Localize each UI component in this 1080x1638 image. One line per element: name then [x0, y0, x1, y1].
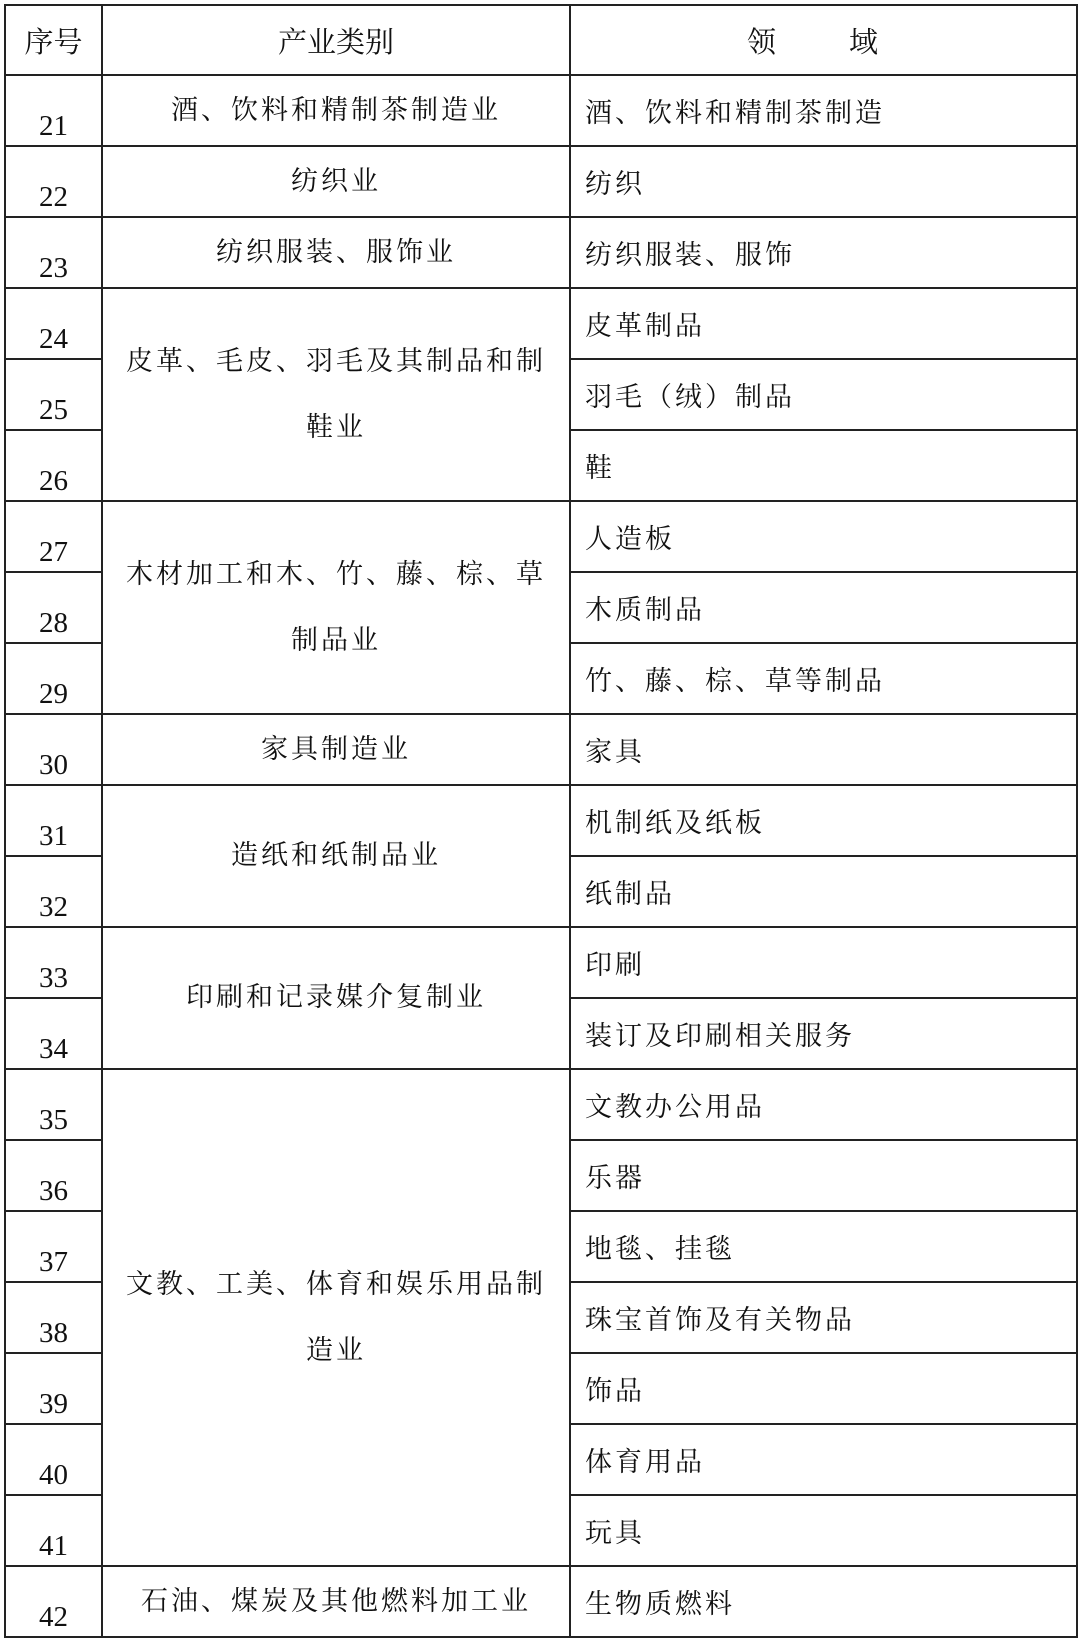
field-name: 印刷 — [570, 927, 1077, 998]
field-name: 地毯、挂毯 — [570, 1211, 1077, 1282]
table-row — [5, 288, 1077, 359]
field-name: 鞋 — [570, 430, 1077, 501]
table-row — [5, 501, 1077, 572]
field-name: 皮革制品 — [570, 288, 1077, 359]
field-name: 酒、饮料和精制茶制造 — [570, 75, 1077, 146]
field-name: 羽毛（绒）制品 — [570, 359, 1077, 430]
industry-category: 纺织业 — [102, 146, 570, 217]
field-name: 饰品 — [570, 1353, 1077, 1424]
field-name: 纺织 — [570, 146, 1077, 217]
serial-number: 22 — [5, 146, 102, 217]
header-industry-category: 产业类别 — [102, 5, 570, 75]
field-name: 珠宝首饰及有关物品 — [570, 1282, 1077, 1353]
serial-number: 29 — [5, 643, 102, 714]
serial-number: 35 — [5, 1069, 102, 1140]
industry-table — [4, 4, 1078, 1638]
field-name: 人造板 — [570, 501, 1077, 572]
field-name: 机制纸及纸板 — [570, 785, 1077, 856]
serial-number: 40 — [5, 1424, 102, 1495]
table-row — [5, 217, 1077, 288]
serial-number: 39 — [5, 1353, 102, 1424]
header-serial-number: 序号 — [5, 5, 102, 75]
industry-category: 酒、饮料和精制茶制造业 — [102, 75, 570, 146]
field-name: 家具 — [570, 714, 1077, 785]
field-name: 纺织服装、服饰 — [570, 217, 1077, 288]
table-row — [5, 146, 1077, 217]
industry-category: 皮革、毛皮、羽毛及其制品和制鞋业 — [102, 288, 570, 501]
serial-number: 25 — [5, 359, 102, 430]
industry-category: 木材加工和木、竹、藤、棕、草制品业 — [102, 501, 570, 714]
field-name: 生物质燃料 — [570, 1566, 1077, 1637]
serial-number: 30 — [5, 714, 102, 785]
industry-category: 家具制造业 — [102, 714, 570, 785]
field-name: 玩具 — [570, 1495, 1077, 1566]
serial-number: 32 — [5, 856, 102, 927]
table-row — [5, 927, 1077, 998]
serial-number: 26 — [5, 430, 102, 501]
table-row — [5, 785, 1077, 856]
table-header — [5, 5, 1077, 75]
serial-number: 33 — [5, 927, 102, 998]
serial-number: 23 — [5, 217, 102, 288]
serial-number: 21 — [5, 75, 102, 146]
field-name: 竹、藤、棕、草等制品 — [570, 643, 1077, 714]
field-name: 装订及印刷相关服务 — [570, 998, 1077, 1069]
serial-number: 27 — [5, 501, 102, 572]
field-name: 木质制品 — [570, 572, 1077, 643]
table-body — [5, 75, 1077, 1637]
table-row — [5, 714, 1077, 785]
industry-category: 纺织服装、服饰业 — [102, 217, 570, 288]
table-row — [5, 1566, 1077, 1637]
field-name: 纸制品 — [570, 856, 1077, 927]
serial-number: 37 — [5, 1211, 102, 1282]
industry-category: 文教、工美、体育和娱乐用品制造业 — [102, 1069, 570, 1566]
serial-number: 31 — [5, 785, 102, 856]
industry-category: 造纸和纸制品业 — [102, 785, 570, 927]
table-row — [5, 75, 1077, 146]
field-name: 文教办公用品 — [570, 1069, 1077, 1140]
serial-number: 28 — [5, 572, 102, 643]
field-name: 乐器 — [570, 1140, 1077, 1211]
serial-number: 36 — [5, 1140, 102, 1211]
header-row — [5, 5, 1077, 75]
industry-category: 印刷和记录媒介复制业 — [102, 927, 570, 1069]
industry-category: 石油、煤炭及其他燃料加工业 — [102, 1566, 570, 1637]
header-field: 领 域 — [570, 5, 1077, 75]
serial-number: 34 — [5, 998, 102, 1069]
field-name: 体育用品 — [570, 1424, 1077, 1495]
table-row — [5, 1069, 1077, 1140]
serial-number: 38 — [5, 1282, 102, 1353]
serial-number: 41 — [5, 1495, 102, 1566]
serial-number: 42 — [5, 1566, 102, 1637]
serial-number: 24 — [5, 288, 102, 359]
